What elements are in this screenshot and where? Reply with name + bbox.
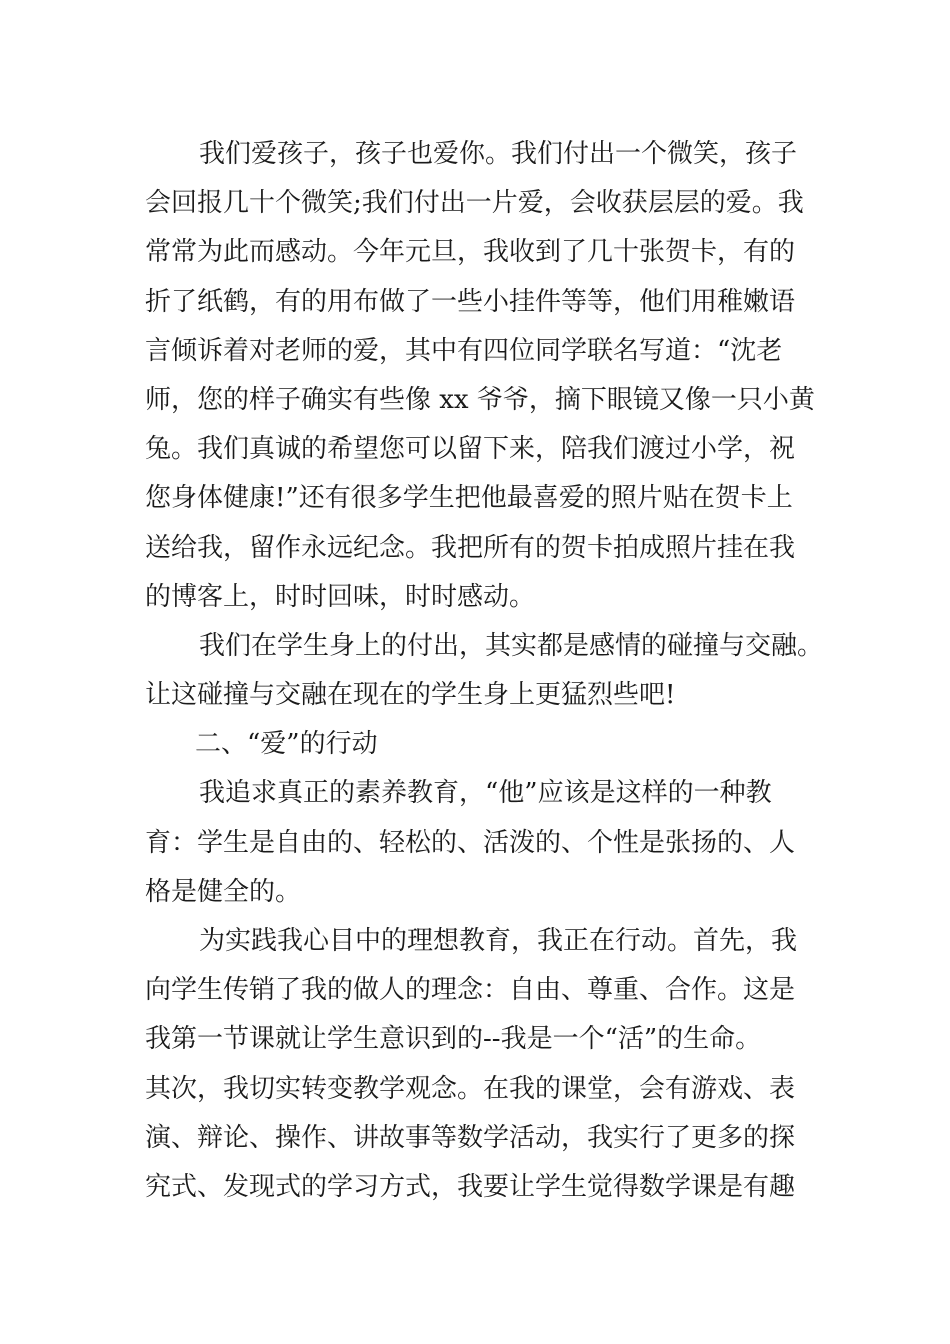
text-line: 究式、发现式的学习方式，我要让学生觉得数学课是有趣 — [145, 1171, 796, 1202]
text-line: 我第一节课就让学生意识到的--我是一个“活”的生命。 — [145, 1024, 762, 1055]
text-line: 我追求真正的素养教育，“他”应该是这样的一种教 — [199, 778, 772, 809]
text-line: 您身体健康!”还有很多学生把他最喜爱的照片贴在贺卡上 — [145, 483, 793, 514]
text-line: 育：学生是自由的、轻松的、活泼的、个性是张扬的、人 — [145, 827, 796, 858]
text-line: 折了纸鹤，有的用布做了一些小挂件等等，他们用稚嫩语 — [145, 286, 796, 317]
text-line: 会回报几十个微笑;我们付出一片爱，会收获层层的爱。我 — [145, 188, 804, 219]
text-line: 我们爱孩子，孩子也爱你。我们付出一个微笑，孩子 — [199, 139, 798, 169]
text-line: 常常为此而感动。今年元旦，我收到了几十张贺卡，有的 — [145, 237, 796, 268]
text-line: 为实践我心目中的理想教育，我正在行动。首先，我 — [199, 926, 798, 956]
document-body — [145, 130, 825, 1212]
text-line: 言倾诉着对老师的爱，其中有四位同学联名写道：“沈老 — [145, 335, 783, 366]
text-line: 的博客上，时时回味，时时感动。 — [145, 581, 536, 612]
text-line: 兔。我们真诚的希望您可以留下来，陪我们渡过小学，祝 — [145, 434, 796, 465]
text-line: 送给我，留作永远纪念。我把所有的贺卡拍成照片挂在我 — [145, 532, 796, 563]
section-heading: 二、“爱”的行动 — [195, 729, 378, 760]
text-line: 我们在学生身上的付出，其实都是感情的碰撞与交融。 — [199, 630, 824, 661]
text-line: 其次，我切实转变教学观念。在我的课堂，会有游戏、表 — [145, 1073, 796, 1104]
text-line: 演、辩论、操作、讲故事等数学活动，我实行了更多的探 — [145, 1122, 796, 1153]
text-line: 师，您的样子确实有些像 xx 爷爷，摘下眼镜又像一只小黄 — [145, 384, 815, 415]
text-line: 格是健全的。 — [145, 876, 302, 907]
text-line: 让这碰撞与交融在现在的学生身上更猛烈些吧! — [145, 680, 676, 711]
text-line: 向学生传销了我的做人的理念：自由、尊重、合作。这是 — [145, 975, 796, 1006]
